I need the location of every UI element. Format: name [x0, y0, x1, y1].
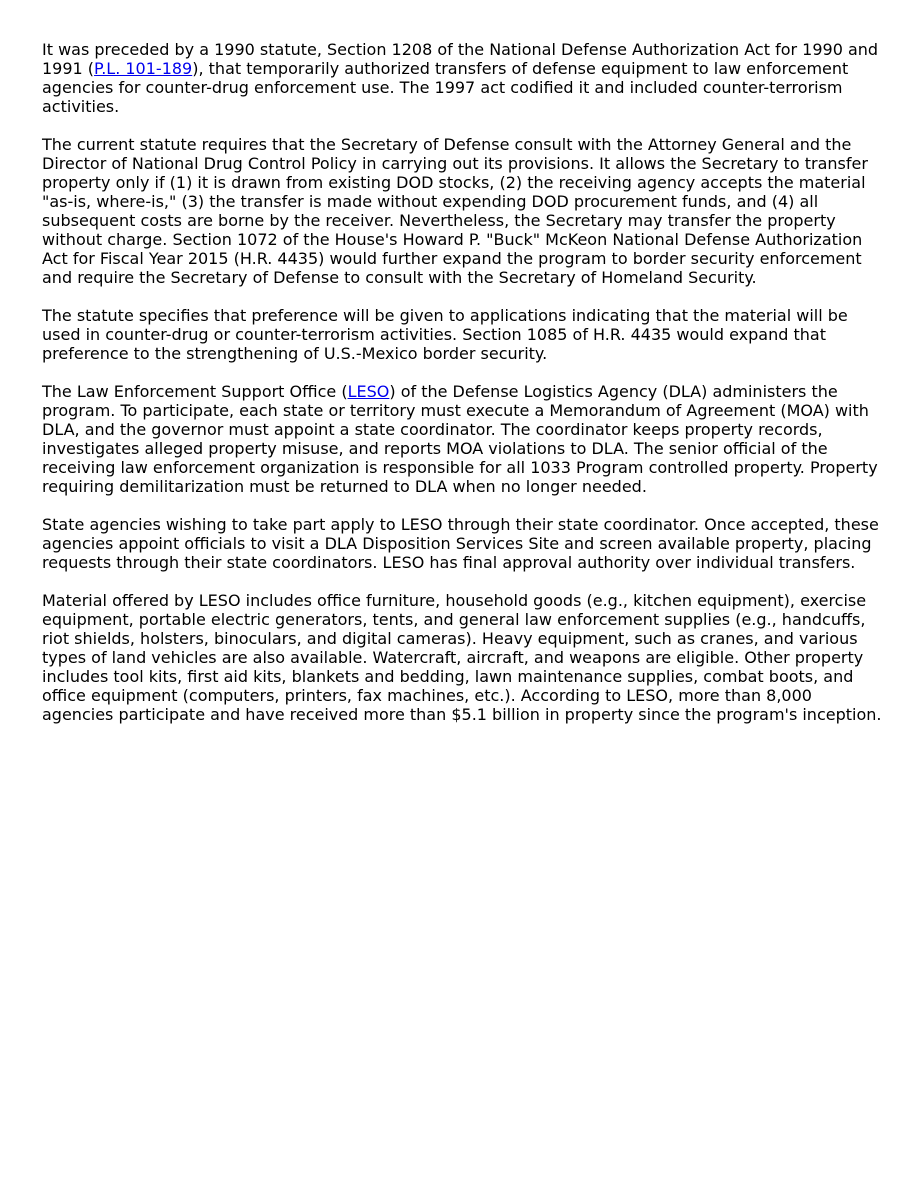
paragraph-history-text-start: It was preceded by a 1990 statute, Section 1208 of the National Defense Authorization Act for 1990 and 1991 ( [42, 40, 879, 78]
paragraph-history-text-end: ), that temporarily authorized transfers of defense equipment to law enforcement agencies for counter-drug enforcement use. The 1997 act codified it and included counter-terrorism activities. [42, 59, 849, 116]
leso-link[interactable]: LESO [347, 382, 390, 401]
paragraph-history [42, 40, 882, 116]
paragraph-participation: State agencies wishing to take part apply to LESO through their state coordinator. Once accepted, these agencies appoint officials to visit a DLA Disposition Services Site and screen available property, placing requests through their state coordinators. LESO has final approval authority over individual transfers. [42, 515, 879, 572]
document-body [42, 40, 882, 743]
paragraph-preference: The statute specifies that preference will be given to applications indicating that the material will be used in counter-drug or counter-terrorism activities. Section 1085 of H.R. 4435 would expand that preference to the strengthening of U.S.-Mexico border security. [42, 306, 848, 363]
paragraph-administration-text-start: The Law Enforcement Support Office ( [42, 382, 348, 401]
paragraph-statute-requirements: The current statute requires that the Secretary of Defense consult with the Attorney General and the Director of National Drug Control Policy in carrying out its provisions. It allows the Secretary to transfer property only if (1) it is drawn from existing DOD stocks, (2) the receiving agency accepts the material "as-is, where-is," (3) the transfer is made without expending DOD procurement funds, and (4) all subsequent costs are borne by the receiver. Nevertheless, the Secretary may transfer the property without charge. Section 1072 of the House's Howard P. "Buck" McKeon National Defense Authorization Act for Fiscal Year 2015 (H.R. 4435) would further expand the program to border security enforcement and require the Secretary of Defense to consult with the Secretary of Homeland Security. [42, 135, 868, 287]
paragraph-administration-text-end: ) of the Defense Logistics Agency (DLA) administers the program. To participate, each state or territory must execute a Memorandum of Agreement (MOA) with DLA, and the governor must appoint a state coordinator. The coordinator keeps property records, investigates alleged property misuse, and reports MOA violations to DLA. The senior official of the receiving law enforcement organization is responsible for all 1033 Program controlled property. Property requiring demilitarization must be returned to DLA when no longer needed. [42, 382, 878, 496]
paragraph-administration [42, 382, 882, 496]
public-law-link[interactable]: P.L. 101-189 [94, 59, 193, 78]
paragraph-material: Material offered by LESO includes office furniture, household goods (e.g., kitchen equipment), exercise equipment, portable electric generators, tents, and general law enforcement supplies (e.g., handcuffs, riot shields, holsters, binoculars, and digital cameras). Heavy equipment, such as cranes, and various types of land vehicles are also available. Watercraft, aircraft, and weapons are eligible. Other property includes tool kits, first aid kits, blankets and bedding, lawn maintenance supplies, combat boots, and office equipment (computers, printers, fax machines, etc.). According to LESO, more than 8,000 agencies participate and have received more than $5.1 billion in property since the program's inception. [42, 591, 882, 724]
